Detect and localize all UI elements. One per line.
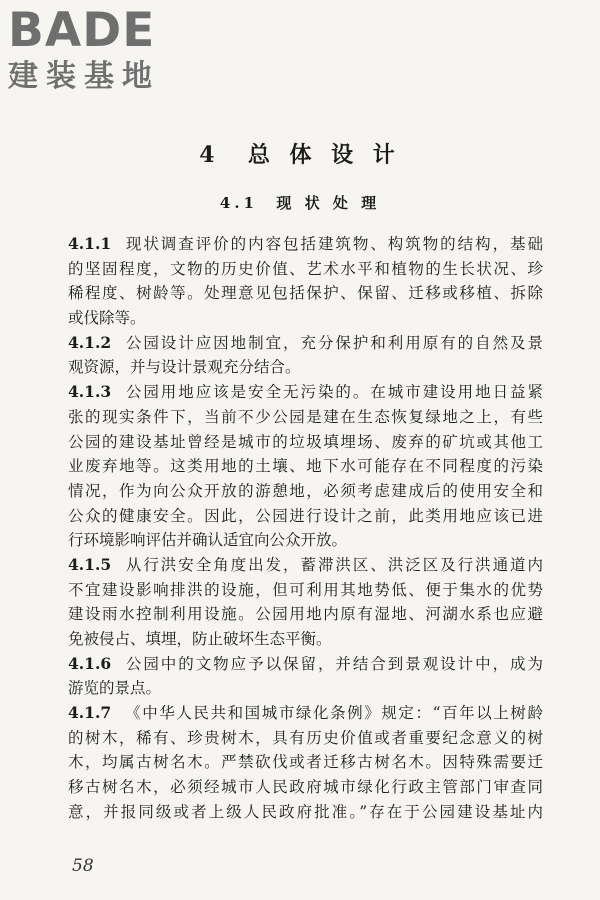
clause-number: 4.1.5 [68,554,126,574]
line-text: 公园用地应该是安全无污染的。在城市建设用地日益紧 [125,383,543,402]
line-text: 情况，作为向公众开放的游憩地，必须考虑建成后的使用安全和 [68,481,543,500]
line-text: 现状调查评价的内容包括建筑物、构筑物的结构，基础 [125,235,543,253]
line-text: 业废弃地等。这类用地的土壤、地下水可能存在不同程度的污染 [68,457,543,476]
line-text: 木，均属古树名木。严禁砍伐或者迁移古树名木。因特殊需要迁 [68,753,543,772]
chapter-title: 4 总 体 设 计 [199,142,401,168]
text-line [68,232,543,257]
section-title: 4.1 现 状 处 理 [219,194,381,212]
line-text: 行环境影响评估并确认适宜向公众开放。 [68,531,348,550]
text-line [68,528,543,553]
line-text: 公园中的文物应予以保留，并结合到景观设计中，成为 [125,654,543,673]
text-line [68,602,543,627]
line-text: 移古树名木，必须经城市人民政府城市绿化行政主管部门审查同 [68,778,543,797]
line-text: 从行洪安全角度出发，蓄滞洪区、洪泛区及行洪通道内 [125,555,543,574]
text-line [68,627,543,652]
line-text: 公园的建设基址曾经是城市的垃圾填埋场、废弃的矿坑或其他工 [68,432,543,451]
logo-mark: BADE [8,3,156,58]
line-text: 或伐除等。 [68,309,146,328]
text-line [68,726,543,751]
text-line [68,750,543,775]
text-line [68,775,543,800]
line-text: 稀程度、树龄等。处理意见包括保护、保留、迁移或移植、拆除 [68,284,543,303]
line-text: 意，并报同级或者上级人民政府批准。”存在于公园建设基址内 [68,802,543,821]
body-text [68,232,543,825]
text-line [68,281,543,306]
line-text: 免被侵占、填埋，防止破坏生态平衡。 [68,630,332,648]
line-text: 观资源，并与设计景观充分结合。 [68,358,301,377]
logo [8,3,178,94]
clause-number: 4.1.7 [68,703,126,723]
text-line [68,331,543,356]
line-text: 的坚固程度，文物的历史价值、艺术水平和植物的生长状况、珍 [68,259,543,278]
logo-subtitle: 建装基地 [8,59,160,94]
text-line [68,676,543,701]
line-text: 张的现实条件下，当前不少公园是建在生态恢复绿地之上，有些 [68,407,543,426]
text-line [68,504,543,529]
text-line [68,652,543,677]
clause-number: 4.1.2 [68,332,126,352]
text-line [68,306,543,331]
clause-number: 4.1.1 [68,234,126,253]
line-text: 《中华人民共和国城市绿化条例》规定：“百年以上树龄 [125,704,543,723]
clause-number: 4.1.6 [68,653,126,673]
text-line [68,405,543,430]
text-line [68,454,543,479]
line-text: 建设雨水控制利用设施。公园用地内原有湿地、河湖水系也应避 [68,605,543,624]
line-text: 游览的景点。 [68,679,162,698]
text-line [68,380,543,405]
line-text: 公众的健康安全。因此，公园进行设计之前，此类用地应该已进 [68,506,543,525]
line-text: 的树木，稀有、珍贵树木，具有历史价值或者重要纪念意义的树 [68,728,543,747]
text-line [68,430,543,455]
clause-number: 4.1.3 [68,382,126,402]
text-line [68,578,543,603]
text-line [68,257,543,282]
text-line [68,355,543,380]
text-line [68,701,543,726]
page-number: 58 [72,856,94,876]
text-line [68,553,543,578]
line-text: 公园设计应因地制宜，充分保护和利用原有的自然及景 [125,333,543,352]
text-line [68,479,543,504]
line-text: 不宜建设影响排洪的设施，但可利用其地势低、便于集水的优势 [68,580,543,599]
text-line [68,800,543,825]
